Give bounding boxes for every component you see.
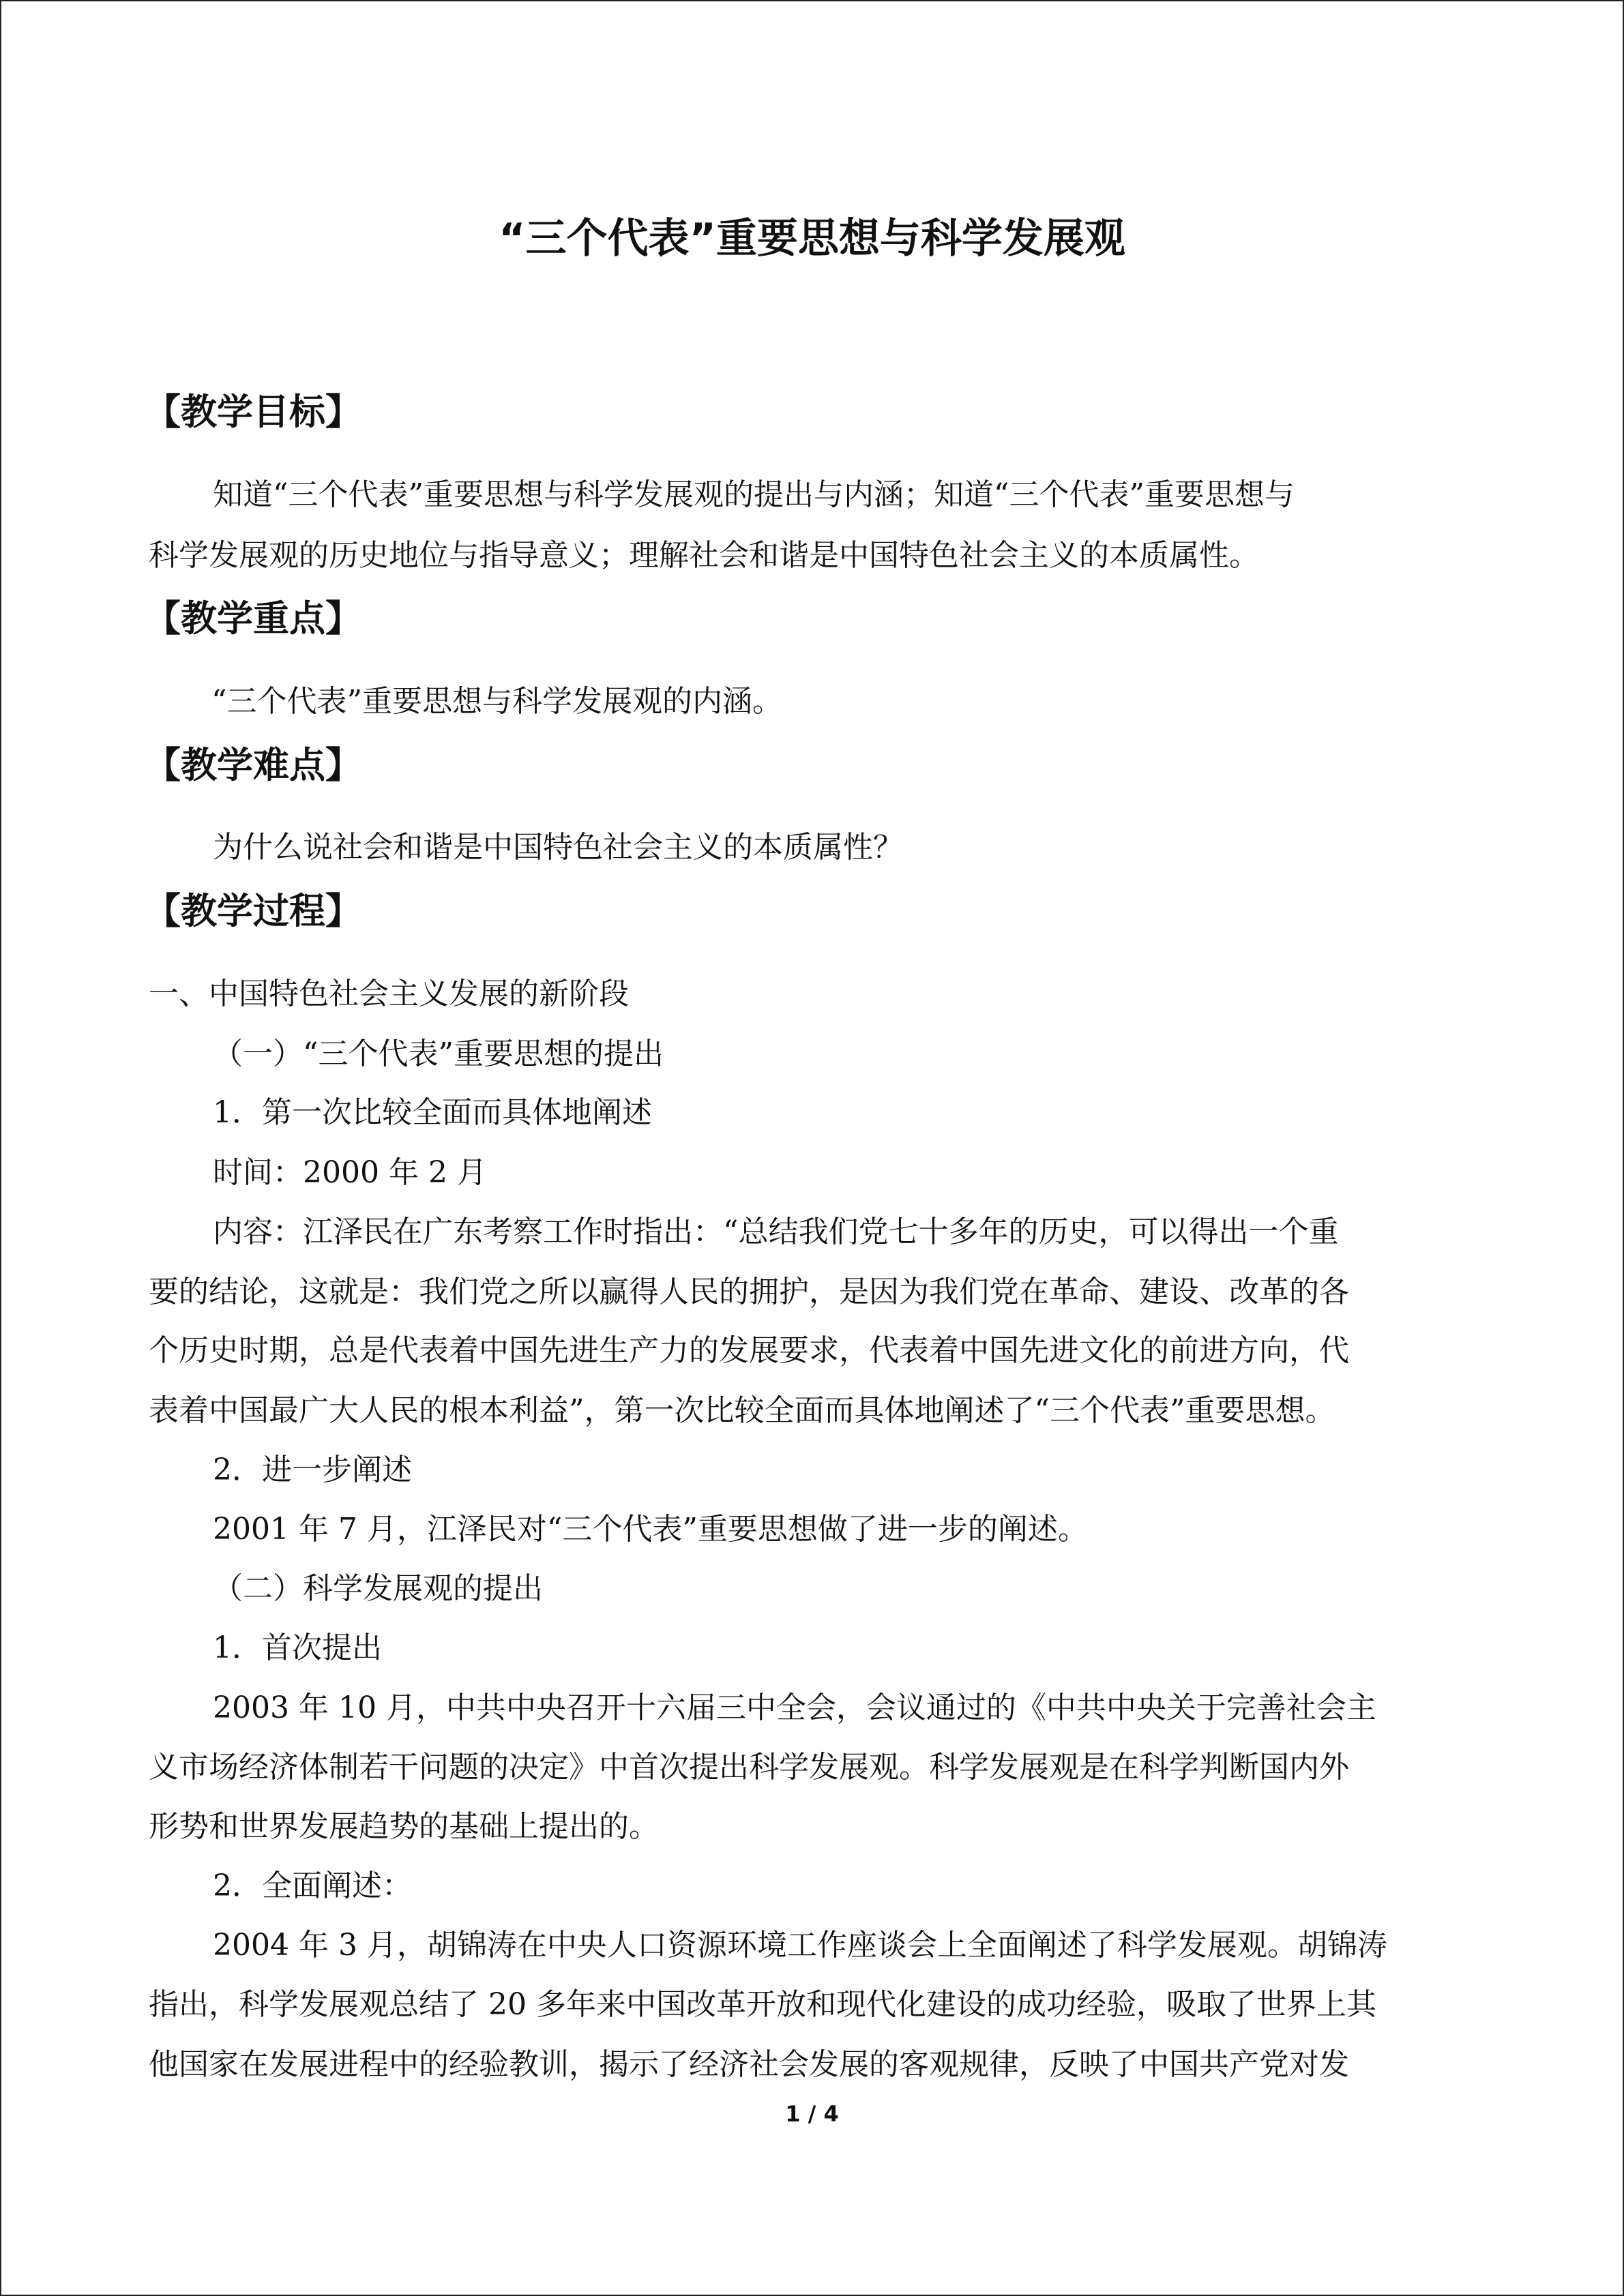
heading-key-points: 【教学重点】: [145, 598, 361, 640]
process-line-13: 2003 年 10 月，中共中央召开十六届三中全会，会议通过的《中共中央关于完善社会主: [213, 1690, 1376, 1725]
process-line-3: 1．第一次比较全面而具体地阐述: [213, 1095, 652, 1130]
process-line-12: 1．首次提出: [213, 1630, 382, 1665]
process-line-1: 一、中国特色社会主义发展的新阶段: [149, 976, 629, 1011]
heading-objectives: 【教学目标】: [145, 391, 361, 433]
process-line-7: 个历史时期，总是代表着中国先进生产力的发展要求，代表着中国先进文化的前进方向，代: [149, 1333, 1349, 1368]
page-number: 1 / 4: [785, 2101, 839, 2127]
objectives-line-2: 科学发展观的历史地位与指导意义；理解社会和谐是中国特色社会主义的本质属性。: [149, 538, 1259, 573]
process-line-5: 内容：江泽民在广东考察工作时指出：“总结我们党七十多年的历史，可以得出一个重: [213, 1214, 1339, 1249]
process-line-4: 时间：2000 年 2 月: [213, 1155, 487, 1190]
heading-process: 【教学过程】: [145, 891, 361, 932]
process-line-10: 2001 年 7 月，江泽民对“三个代表”重要思想做了进一步的阐述。: [213, 1512, 1088, 1547]
process-line-6: 要的结论，这就是：我们党之所以赢得人民的拥护，是因为我们党在革命、建设、改革的各: [149, 1274, 1349, 1309]
key-points-line-1: “三个代表”重要思想与科学发展观的内涵。: [211, 684, 782, 719]
process-line-17: 2004 年 3 月，胡锦涛在中央人口资源环境工作座谈会上全面阐述了科学发展观。胡锦涛: [213, 1928, 1387, 1963]
process-line-18: 指出，科学发展观总结了 20 多年来中国改革开放和现代化建设的成功经验，吸取了世界上其: [149, 1987, 1376, 2022]
objectives-line-1: 知道“三个代表”重要思想与科学发展观的提出与内涵；知道“三个代表”重要思想与: [213, 477, 1295, 512]
heading-difficulties: 【教学难点】: [145, 745, 361, 786]
process-line-19: 他国家在发展进程中的经验教训，揭示了经济社会发展的客观规律，反映了中国共产党对发: [149, 2047, 1349, 2082]
process-line-16: 2．全面阐述：: [213, 1868, 412, 1903]
process-line-9: 2．进一步阐述: [213, 1452, 412, 1487]
process-line-11: （二）科学发展观的提出: [213, 1571, 543, 1606]
process-line-15: 形势和世界发展趋势的基础上提出的。: [149, 1809, 659, 1844]
difficulties-line-1: 为什么说社会和谐是中国特色社会主义的本质属性？: [213, 830, 903, 865]
process-line-2: （一）“三个代表”重要思想的提出: [213, 1037, 664, 1071]
process-line-14: 义市场经济体制若干问题的决定》中首次提出科学发展观。科学发展观是在科学判断国内外: [149, 1750, 1349, 1785]
process-line-8: 表着中国最广大人民的根本利益”，第一次比较全面而具体地阐述了“三个代表”重要思想。: [149, 1393, 1335, 1428]
document-title: “三个代表”重要思想与科学发展观: [499, 215, 1125, 263]
